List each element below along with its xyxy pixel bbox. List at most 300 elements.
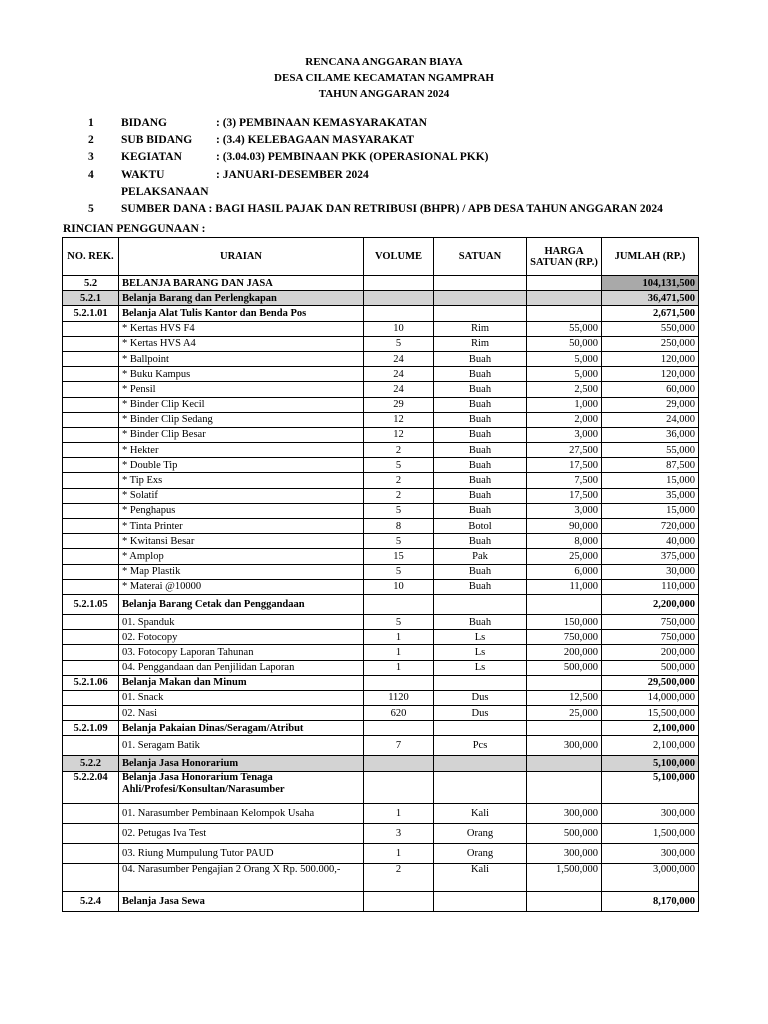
cell-harga: 90,000 (527, 519, 602, 534)
cell-harga: 1,500,000 (527, 863, 602, 891)
cell-uraian: * Amplop (119, 549, 364, 564)
cell-jumlah: 24,000 (602, 412, 699, 427)
cell-uraian: * Double Tip (119, 458, 364, 473)
cell-no-rek (63, 614, 119, 629)
cell-jumlah: 15,000 (602, 503, 699, 518)
cell-volume: 10 (364, 579, 434, 594)
activity-info (88, 117, 768, 220)
table-row (63, 823, 699, 843)
col-header-harga: HARGA SATUAN (RP.) (527, 238, 602, 276)
info-value: : (3.04.03) PEMBINAAN PKK (OPERASIONAL PKK) (216, 151, 489, 164)
table-row (63, 534, 699, 549)
budget-table-body (63, 276, 699, 912)
table-row (63, 891, 699, 911)
cell-satuan: Buah (434, 564, 527, 579)
table-row (63, 736, 699, 756)
cell-uraian: * Buku Kampus (119, 367, 364, 382)
info-label: SUMBER DANA : BAGI HASIL PAJAK DAN RETRIBUSI (BHPR) / APB DESA TAHUN ANGGARAN 2024 (121, 202, 663, 215)
cell-no-rek: 5.2.2 (63, 756, 119, 771)
cell-volume: 1 (364, 630, 434, 645)
cell-volume: 12 (364, 427, 434, 442)
cell-uraian: Belanja Barang Cetak dan Penggandaan (119, 594, 364, 614)
cell-uraian: 03. Fotocopy Laporan Tahunan (119, 645, 364, 660)
cell-uraian: * Ballpoint (119, 351, 364, 366)
cell-uraian: * Binder Clip Kecil (119, 397, 364, 412)
cell-jumlah: 15,000 (602, 473, 699, 488)
cell-no-rek: 5.2.1.05 (63, 594, 119, 614)
cell-jumlah: 3,000,000 (602, 863, 699, 891)
cell-harga: 3,000 (527, 503, 602, 518)
cell-satuan: Buah (434, 443, 527, 458)
cell-uraian: 04. Penggandaan dan Penjilidan Laporan (119, 660, 364, 675)
cell-satuan: Buah (434, 473, 527, 488)
title-line-1: RENCANA ANGGARAN BIAYA (305, 56, 463, 68)
cell-uraian: Belanja Jasa Sewa (119, 891, 364, 911)
table-row (63, 443, 699, 458)
cell-volume: 24 (364, 382, 434, 397)
table-row (63, 351, 699, 366)
cell-no-rek: 5.2.1.06 (63, 675, 119, 690)
cell-volume (364, 771, 434, 803)
cell-uraian: Belanja Alat Tulis Kantor dan Benda Pos (119, 306, 364, 321)
cell-jumlah: 720,000 (602, 519, 699, 534)
cell-satuan: Ls (434, 630, 527, 645)
cell-satuan: Kali (434, 863, 527, 891)
info-number: 4 (88, 168, 94, 181)
cell-satuan (434, 675, 527, 690)
cell-harga (527, 721, 602, 736)
cell-volume: 3 (364, 823, 434, 843)
cell-satuan: Orang (434, 823, 527, 843)
cell-satuan (434, 291, 527, 306)
cell-harga: 6,000 (527, 564, 602, 579)
info-number: 1 (88, 117, 94, 129)
cell-no-rek (63, 443, 119, 458)
info-row (88, 134, 768, 151)
col-header-volume: VOLUME (364, 238, 434, 276)
cell-harga: 750,000 (527, 630, 602, 645)
cell-no-rek (63, 321, 119, 336)
cell-harga (527, 276, 602, 291)
cell-satuan: Buah (434, 367, 527, 382)
col-header-no: NO. REK. (63, 238, 119, 276)
table-header-row (63, 238, 699, 276)
cell-jumlah: 500,000 (602, 660, 699, 675)
cell-no-rek (63, 412, 119, 427)
cell-volume: 2 (364, 473, 434, 488)
cell-harga: 55,000 (527, 321, 602, 336)
table-row (63, 660, 699, 675)
cell-jumlah: 36,471,500 (602, 291, 699, 306)
table-row (63, 336, 699, 351)
table-row (63, 803, 699, 823)
cell-satuan: Buah (434, 351, 527, 366)
table-row (63, 594, 699, 614)
table-row (63, 397, 699, 412)
cell-uraian: 04. Narasumber Pengajian 2 Orang X Rp. 500.000,- (119, 863, 364, 891)
cell-jumlah: 40,000 (602, 534, 699, 549)
table-row (63, 549, 699, 564)
cell-jumlah: 750,000 (602, 614, 699, 629)
cell-uraian: * Hekter (119, 443, 364, 458)
cell-volume: 29 (364, 397, 434, 412)
cell-volume: 15 (364, 549, 434, 564)
cell-no-rek (63, 336, 119, 351)
cell-satuan (434, 891, 527, 911)
table-row (63, 706, 699, 721)
cell-uraian: 02. Petugas Iva Test (119, 823, 364, 843)
cell-harga: 17,500 (527, 488, 602, 503)
table-row (63, 367, 699, 382)
cell-harga: 5,000 (527, 351, 602, 366)
col-header-uraian: URAIAN (119, 238, 364, 276)
cell-harga: 25,000 (527, 549, 602, 564)
cell-no-rek (63, 843, 119, 863)
cell-satuan: Buah (434, 397, 527, 412)
cell-uraian: * Pensil (119, 382, 364, 397)
cell-volume: 24 (364, 351, 434, 366)
cell-volume: 1 (364, 645, 434, 660)
cell-satuan: Buah (434, 579, 527, 594)
cell-harga (527, 756, 602, 771)
table-row (63, 519, 699, 534)
cell-no-rek (63, 458, 119, 473)
cell-jumlah: 60,000 (602, 382, 699, 397)
cell-volume (364, 306, 434, 321)
info-value: : (3.4) KELEBAGAAN MASYARAKAT (216, 134, 415, 147)
cell-harga: 5,000 (527, 367, 602, 382)
cell-volume (364, 276, 434, 291)
cell-satuan: Kali (434, 803, 527, 823)
cell-jumlah: 29,500,000 (602, 675, 699, 690)
cell-uraian: * Map Plastik (119, 564, 364, 579)
cell-no-rek (63, 382, 119, 397)
cell-harga: 2,000 (527, 412, 602, 427)
cell-uraian: * Binder Clip Besar (119, 427, 364, 442)
table-row (63, 645, 699, 660)
cell-uraian: BELANJA BARANG DAN JASA (119, 276, 364, 291)
cell-volume: 2 (364, 443, 434, 458)
cell-volume (364, 594, 434, 614)
table-row (63, 473, 699, 488)
table-row (63, 564, 699, 579)
cell-volume: 620 (364, 706, 434, 721)
cell-satuan: Buah (434, 503, 527, 518)
cell-harga (527, 771, 602, 803)
cell-jumlah: 1,500,000 (602, 823, 699, 843)
cell-uraian: 01. Narasumber Pembinaan Kelompok Usaha (119, 803, 364, 823)
info-label: KEGIATAN (121, 151, 182, 164)
info-value: : (3) PEMBINAAN KEMASYARAKATAN (216, 117, 427, 129)
cell-jumlah: 200,000 (602, 645, 699, 660)
cell-satuan: Rim (434, 336, 527, 351)
cell-no-rek: 5.2.2.04 (63, 771, 119, 803)
cell-jumlah: 5,100,000 (602, 756, 699, 771)
cell-satuan: Buah (434, 427, 527, 442)
cell-harga: 200,000 (527, 645, 602, 660)
cell-jumlah: 375,000 (602, 549, 699, 564)
table-row (63, 306, 699, 321)
info-row (88, 186, 768, 203)
cell-volume: 5 (364, 336, 434, 351)
cell-jumlah: 8,170,000 (602, 891, 699, 911)
cell-no-rek (63, 503, 119, 518)
cell-satuan (434, 721, 527, 736)
cell-volume: 5 (364, 534, 434, 549)
info-number: 5 (88, 202, 94, 215)
table-row (63, 614, 699, 629)
budget-table (62, 237, 699, 912)
info-row (88, 151, 768, 168)
cell-satuan (434, 276, 527, 291)
cell-volume (364, 756, 434, 771)
cell-satuan (434, 306, 527, 321)
cell-uraian: * Solatif (119, 488, 364, 503)
cell-no-rek (63, 473, 119, 488)
cell-volume: 5 (364, 503, 434, 518)
cell-no-rek (63, 534, 119, 549)
cell-uraian: Belanja Pakaian Dinas/Seragam/Atribut (119, 721, 364, 736)
cell-harga (527, 306, 602, 321)
info-label: PELAKSANAAN (121, 185, 209, 198)
cell-no-rek: 5.2.1.01 (63, 306, 119, 321)
cell-volume: 10 (364, 321, 434, 336)
cell-uraian: * Tip Exs (119, 473, 364, 488)
info-number: 2 (88, 134, 94, 147)
cell-no-rek (63, 645, 119, 660)
cell-harga: 150,000 (527, 614, 602, 629)
cell-harga: 25,000 (527, 706, 602, 721)
cell-jumlah: 15,500,000 (602, 706, 699, 721)
cell-jumlah: 14,000,000 (602, 690, 699, 705)
cell-jumlah: 120,000 (602, 351, 699, 366)
cell-jumlah: 110,000 (602, 579, 699, 594)
rincian-label: RINCIAN PENGGUNAAN : (63, 223, 206, 235)
cell-jumlah: 300,000 (602, 843, 699, 863)
cell-harga: 300,000 (527, 843, 602, 863)
table-row (63, 458, 699, 473)
cell-uraian: * Binder Clip Sedang (119, 412, 364, 427)
cell-uraian: * Kertas HVS A4 (119, 336, 364, 351)
cell-uraian: * Penghapus (119, 503, 364, 518)
table-row (63, 579, 699, 594)
cell-harga: 12,500 (527, 690, 602, 705)
cell-uraian: * Kertas HVS F4 (119, 321, 364, 336)
cell-satuan: Dus (434, 690, 527, 705)
info-row (88, 117, 768, 134)
cell-no-rek (63, 397, 119, 412)
cell-uraian: 03. Riung Mumpulung Tutor PAUD (119, 843, 364, 863)
cell-uraian: Belanja Jasa Honorarium Tenaga Ahli/Profesi/Konsultan/Narasumber (119, 771, 364, 803)
cell-harga: 2,500 (527, 382, 602, 397)
cell-harga: 1,000 (527, 397, 602, 412)
cell-no-rek (63, 823, 119, 843)
cell-harga: 27,500 (527, 443, 602, 458)
cell-volume (364, 291, 434, 306)
table-row (63, 412, 699, 427)
cell-uraian: 02. Fotocopy (119, 630, 364, 645)
table-row (63, 427, 699, 442)
cell-satuan: Buah (434, 488, 527, 503)
cell-jumlah: 104,131,500 (602, 276, 699, 291)
cell-no-rek (63, 579, 119, 594)
cell-no-rek (63, 488, 119, 503)
cell-satuan: Rim (434, 321, 527, 336)
cell-volume (364, 675, 434, 690)
info-number: 3 (88, 151, 94, 164)
cell-uraian: Belanja Jasa Honorarium (119, 756, 364, 771)
cell-uraian: 01. Snack (119, 690, 364, 705)
cell-jumlah: 55,000 (602, 443, 699, 458)
cell-satuan (434, 756, 527, 771)
table-row (63, 382, 699, 397)
cell-satuan: Botol (434, 519, 527, 534)
cell-jumlah: 2,671,500 (602, 306, 699, 321)
info-row (88, 169, 768, 186)
cell-no-rek (63, 706, 119, 721)
table-row (63, 690, 699, 705)
cell-jumlah: 550,000 (602, 321, 699, 336)
cell-jumlah: 35,000 (602, 488, 699, 503)
cell-satuan: Buah (434, 458, 527, 473)
info-value: : JANUARI-DESEMBER 2024 (216, 168, 369, 181)
cell-jumlah: 87,500 (602, 458, 699, 473)
cell-jumlah: 750,000 (602, 630, 699, 645)
title-line-2: DESA CILAME KECAMATAN NGAMPRAH (274, 72, 494, 84)
cell-volume: 1 (364, 660, 434, 675)
table-row (63, 675, 699, 690)
cell-no-rek (63, 367, 119, 382)
cell-uraian: 02. Nasi (119, 706, 364, 721)
col-header-jumlah: JUMLAH (RP.) (602, 238, 699, 276)
cell-harga: 300,000 (527, 736, 602, 756)
cell-satuan: Buah (434, 382, 527, 397)
cell-satuan: Ls (434, 660, 527, 675)
cell-volume (364, 721, 434, 736)
cell-satuan (434, 771, 527, 803)
cell-jumlah: 29,000 (602, 397, 699, 412)
cell-jumlah: 36,000 (602, 427, 699, 442)
info-row (88, 203, 768, 220)
cell-satuan: Pak (434, 549, 527, 564)
cell-no-rek (63, 863, 119, 891)
title-line-3: TAHUN ANGGARAN 2024 (318, 88, 450, 100)
cell-no-rek: 5.2.4 (63, 891, 119, 911)
cell-volume: 5 (364, 458, 434, 473)
cell-satuan: Ls (434, 645, 527, 660)
table-row (63, 276, 699, 291)
cell-uraian: * Materai @10000 (119, 579, 364, 594)
cell-harga: 300,000 (527, 803, 602, 823)
cell-volume: 7 (364, 736, 434, 756)
cell-harga: 8,000 (527, 534, 602, 549)
cell-uraian: 01. Seragam Batik (119, 736, 364, 756)
cell-harga: 17,500 (527, 458, 602, 473)
cell-no-rek (63, 690, 119, 705)
cell-harga (527, 891, 602, 911)
cell-jumlah: 300,000 (602, 803, 699, 823)
cell-satuan: Buah (434, 412, 527, 427)
cell-no-rek (63, 351, 119, 366)
table-row (63, 721, 699, 736)
table-row (63, 843, 699, 863)
cell-no-rek (63, 549, 119, 564)
cell-harga: 500,000 (527, 823, 602, 843)
info-label: SUB BIDANG (121, 134, 193, 147)
info-label: WAKTU (121, 168, 165, 181)
cell-no-rek (63, 519, 119, 534)
cell-satuan: Buah (434, 614, 527, 629)
cell-harga: 500,000 (527, 660, 602, 675)
cell-harga: 50,000 (527, 336, 602, 351)
cell-jumlah: 2,200,000 (602, 594, 699, 614)
cell-satuan (434, 594, 527, 614)
table-row (63, 630, 699, 645)
cell-jumlah: 2,100,000 (602, 721, 699, 736)
cell-uraian: 01. Spanduk (119, 614, 364, 629)
cell-satuan: Buah (434, 534, 527, 549)
cell-no-rek: 5.2 (63, 276, 119, 291)
cell-no-rek: 5.2.1.09 (63, 721, 119, 736)
cell-no-rek (63, 564, 119, 579)
cell-volume: 2 (364, 863, 434, 891)
cell-uraian: * Kwitansi Besar (119, 534, 364, 549)
cell-harga (527, 594, 602, 614)
cell-jumlah: 30,000 (602, 564, 699, 579)
cell-volume: 8 (364, 519, 434, 534)
info-label: BIDANG (121, 117, 168, 129)
cell-jumlah: 250,000 (602, 336, 699, 351)
cell-volume: 1120 (364, 690, 434, 705)
table-row (63, 771, 699, 803)
cell-no-rek (63, 427, 119, 442)
table-row (63, 291, 699, 306)
cell-volume: 12 (364, 412, 434, 427)
table-row (63, 863, 699, 891)
cell-harga (527, 291, 602, 306)
cell-jumlah: 120,000 (602, 367, 699, 382)
cell-no-rek (63, 803, 119, 823)
cell-volume: 1 (364, 843, 434, 863)
cell-uraian: * Tinta Printer (119, 519, 364, 534)
cell-harga (527, 675, 602, 690)
cell-harga: 11,000 (527, 579, 602, 594)
cell-volume: 2 (364, 488, 434, 503)
cell-uraian: Belanja Barang dan Perlengkapan (119, 291, 364, 306)
table-row (63, 321, 699, 336)
cell-volume (364, 891, 434, 911)
cell-volume: 1 (364, 803, 434, 823)
cell-volume: 24 (364, 367, 434, 382)
cell-harga: 3,000 (527, 427, 602, 442)
cell-no-rek (63, 660, 119, 675)
cell-no-rek (63, 736, 119, 756)
table-row (63, 756, 699, 771)
cell-no-rek: 5.2.1 (63, 291, 119, 306)
col-header-satuan: SATUAN (434, 238, 527, 276)
cell-satuan: Orang (434, 843, 527, 863)
cell-harga: 7,500 (527, 473, 602, 488)
document-title-block (0, 54, 768, 102)
cell-volume: 5 (364, 614, 434, 629)
table-row (63, 503, 699, 518)
cell-satuan: Dus (434, 706, 527, 721)
cell-jumlah: 2,100,000 (602, 736, 699, 756)
cell-jumlah: 5,100,000 (602, 771, 699, 803)
cell-uraian: Belanja Makan dan Minum (119, 675, 364, 690)
cell-no-rek (63, 630, 119, 645)
table-row (63, 488, 699, 503)
